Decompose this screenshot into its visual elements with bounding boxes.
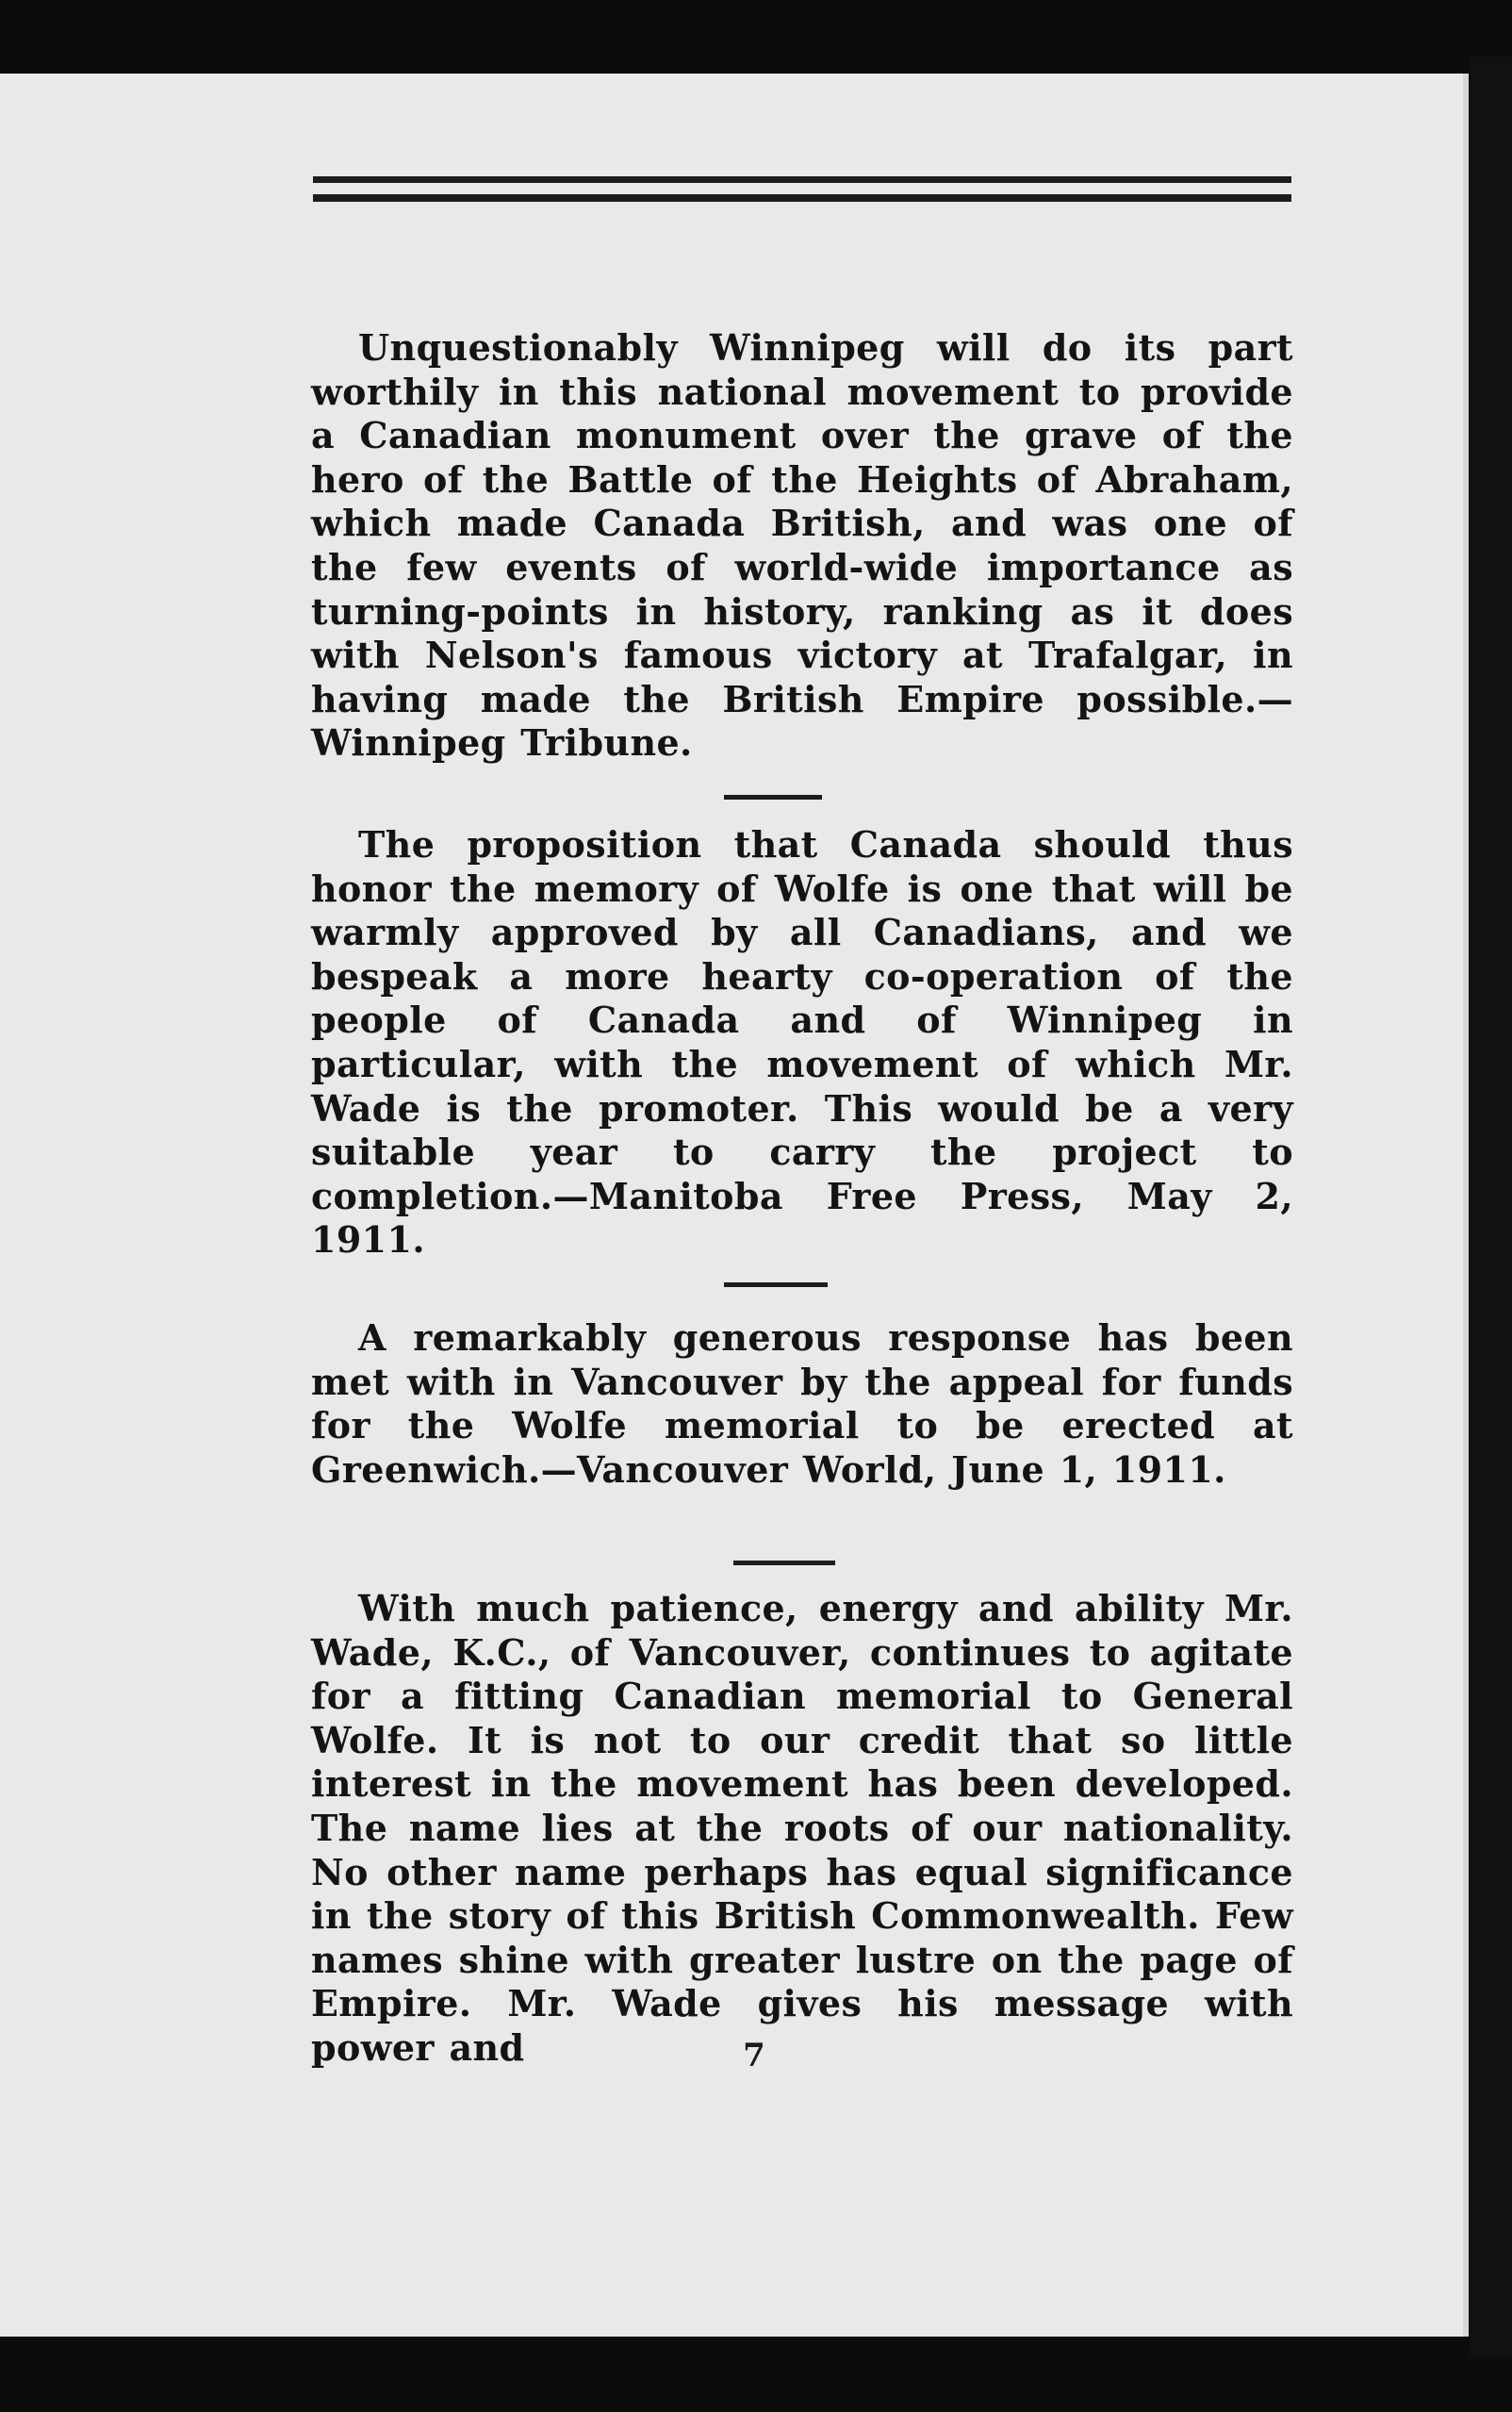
paragraph-text: The proposition that Canada should thus honor the memory of Wolfe is one that will be warmly approved by all Canadians, and we bespeak a more hearty co-operation of the people of Canada and of Winnipeg in particular, with the movement of which Mr. Wade is the promoter. This would be a very suitable year to carry the project to completion.—Manitoba Free Press, May 2, 1911. bbox=[311, 823, 1293, 1262]
paragraph-text: Unquestionably Winnipeg will do its part worthily in this national movement to provide a Canadian monument over the grave of the hero of the Battle of the Heights of Abraham, which made Canada British, and was one of the few events of world-wide importance as turning-points in history, ranking as it does with Nelson's famous victory at Trafalgar, in having made the British Empire possible.—Winnipeg Tribune. bbox=[311, 326, 1293, 765]
paragraph-text: With much patience, energy and ability Mr. Wade, K.C., of Vancouver, continues to agitate for a fitting Canadian memorial to General Wolfe. It is not to our credit that so little interest in the movement has been developed. The name lies at the roots of our nationality. No other name perhaps has equal significance in the story of this British Commonwealth. Few names shine with greater lustre on the page of Empire. Mr. Wade gives his message with power and bbox=[311, 1587, 1293, 2069]
section-separator bbox=[724, 1282, 828, 1287]
header-rule-lower bbox=[313, 194, 1291, 202]
paragraph-text: A remarkably generous response has been met with in Vancouver by the appeal for funds for the Wolfe memorial to be erected at Greenwich.—Vancouver World, June 1, 1911. bbox=[311, 1316, 1293, 1491]
paragraph-winnipeg-tribune bbox=[311, 326, 1293, 766]
page-number: 7 bbox=[743, 2037, 765, 2074]
paragraph-wade-memorial bbox=[311, 1587, 1293, 2071]
paragraph-manitoba-free-press bbox=[311, 823, 1293, 1263]
section-separator bbox=[733, 1561, 835, 1565]
page-edge bbox=[1471, 57, 1512, 2357]
header-rule-upper bbox=[313, 176, 1291, 183]
section-separator bbox=[724, 795, 822, 800]
paragraph-vancouver-world bbox=[311, 1316, 1293, 1492]
